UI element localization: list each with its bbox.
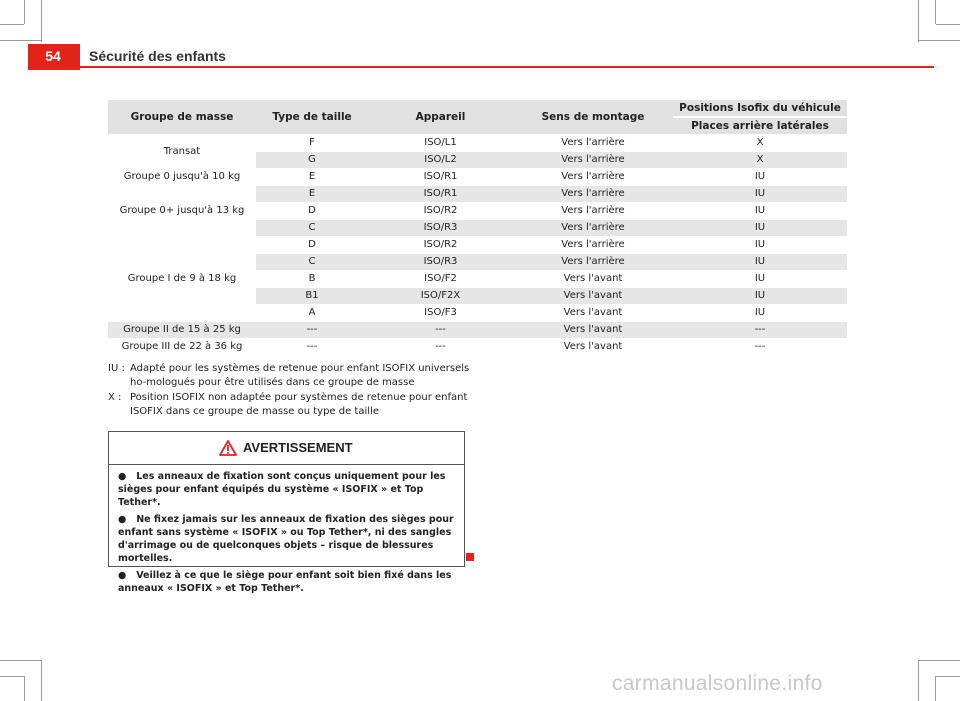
header-isofix-positions: Positions Isofix du véhicule <box>673 100 847 117</box>
direction-cell: Vers l'arrière <box>513 152 673 169</box>
size-cell: C <box>256 220 368 237</box>
header-size-type: Type de taille <box>256 100 368 135</box>
page-title: Sécurité des enfants <box>89 48 226 64</box>
direction-cell: Vers l'arrière <box>513 135 673 152</box>
crop-mark <box>0 24 24 25</box>
direction-cell: Vers l'arrière <box>513 186 673 203</box>
header-device: Appareil <box>368 100 513 135</box>
crop-mark <box>41 0 42 42</box>
warning-item <box>118 470 456 509</box>
crop-mark <box>936 24 960 25</box>
crop-mark <box>918 40 960 41</box>
size-cell: B1 <box>256 288 368 305</box>
warning-item <box>118 569 456 595</box>
header-direction: Sens de montage <box>513 100 673 135</box>
position-cell: --- <box>673 322 847 339</box>
size-cell: C <box>256 254 368 271</box>
crop-mark <box>0 660 42 661</box>
isofix-table <box>108 100 847 355</box>
bullet-icon: ● <box>118 514 137 525</box>
direction-cell: Vers l'arrière <box>513 220 673 237</box>
header-rule <box>80 66 934 68</box>
direction-cell: Vers l'avant <box>513 288 673 305</box>
crop-mark <box>935 0 936 24</box>
legend-text: Position ISOFIX non adaptée pour systèmes de retenue pour enfant ISOFIX dans ce groupe de masse ou type de taille <box>130 392 468 417</box>
position-cell: IU <box>673 271 847 288</box>
table-row <box>108 135 847 152</box>
position-cell: IU <box>673 186 847 203</box>
device-cell: ISO/F2 <box>368 271 513 288</box>
header-group: Groupe de masse <box>108 100 256 135</box>
bullet-icon: ● <box>118 471 137 482</box>
position-cell: --- <box>673 339 847 356</box>
size-cell: F <box>256 135 368 152</box>
crop-mark <box>41 660 42 701</box>
crop-mark <box>0 676 24 677</box>
direction-cell: Vers l'arrière <box>513 237 673 254</box>
direction-cell: Vers l'arrière <box>513 203 673 220</box>
warning-box <box>108 431 465 594</box>
position-cell: X <box>673 152 847 169</box>
group-label: Groupe 0 jusqu'à 10 kg <box>108 169 256 186</box>
warning-item-text: Ne fixez jamais sur les anneaux de fixation des sièges pour enfant sans système « ISOFIX » ou Top Tether*, ni des sangles d'arrimage ou de quelconques objets – risque de blessures mortelles. <box>118 514 454 564</box>
crop-mark <box>918 0 919 42</box>
table-row <box>108 169 847 186</box>
crop-mark <box>918 660 960 661</box>
page-number: 54 <box>45 48 61 64</box>
device-cell: ISO/R1 <box>368 186 513 203</box>
crop-mark <box>935 676 936 701</box>
device-cell: --- <box>368 322 513 339</box>
table-row <box>108 339 847 356</box>
size-cell: B <box>256 271 368 288</box>
legend-key: IU : <box>108 363 125 374</box>
warning-header <box>109 432 464 465</box>
crop-mark <box>24 676 25 701</box>
crop-mark <box>24 0 25 24</box>
device-cell: ISO/R3 <box>368 254 513 271</box>
section-end-marker <box>466 553 474 561</box>
device-cell: ISO/L1 <box>368 135 513 152</box>
watermark: carmanualsonline.info <box>612 672 823 695</box>
warning-body <box>109 465 464 595</box>
direction-cell: Vers l'avant <box>513 305 673 322</box>
group-label: Groupe 0+ jusqu'à 13 kg <box>108 186 256 237</box>
device-cell: ISO/R3 <box>368 220 513 237</box>
crop-mark <box>918 660 919 701</box>
position-cell: IU <box>673 203 847 220</box>
device-cell: ISO/R2 <box>368 203 513 220</box>
header-rear-side: Places arrière latérales <box>673 117 847 135</box>
direction-cell: Vers l'arrière <box>513 169 673 186</box>
bullet-icon: ● <box>118 570 137 581</box>
position-cell: IU <box>673 288 847 305</box>
direction-cell: Vers l'avant <box>513 339 673 356</box>
size-cell: A <box>256 305 368 322</box>
table-row <box>108 186 847 203</box>
warning-item-text: Les anneaux de fixation sont conçus uniquement pour les sièges pour enfant équipés du système « ISOFIX » et Top Tether*. <box>118 471 446 508</box>
table-row <box>108 322 847 339</box>
warning-triangle-icon <box>219 440 237 456</box>
position-cell: IU <box>673 169 847 186</box>
size-cell: --- <box>256 322 368 339</box>
direction-cell: Vers l'avant <box>513 322 673 339</box>
direction-cell: Vers l'arrière <box>513 254 673 271</box>
legend-item-iu <box>108 362 488 390</box>
size-cell: D <box>256 203 368 220</box>
device-cell: ISO/R2 <box>368 237 513 254</box>
position-cell: IU <box>673 254 847 271</box>
position-cell: IU <box>673 220 847 237</box>
legend-text: Adapté pour les systèmes de retenue pour enfant ISOFIX universels ho-mologués pour être utilisés dans ce groupe de masse <box>130 363 470 388</box>
crop-mark <box>936 676 960 677</box>
warning-item-text: Veillez à ce que le siège pour enfant soit bien fixé dans les anneaux « ISOFIX » et Top Tether*. <box>118 570 452 594</box>
direction-cell: Vers l'avant <box>513 271 673 288</box>
device-cell: ISO/R1 <box>368 169 513 186</box>
crop-mark <box>0 40 42 41</box>
size-cell: G <box>256 152 368 169</box>
legend-key: X : <box>108 392 122 403</box>
group-label: Groupe II de 15 à 25 kg <box>108 322 256 339</box>
legend-item-x <box>108 391 488 419</box>
size-cell: E <box>256 169 368 186</box>
device-cell: ISO/F2X <box>368 288 513 305</box>
warning-item <box>118 513 456 565</box>
size-cell: D <box>256 237 368 254</box>
device-cell: --- <box>368 339 513 356</box>
warning-title: AVERTISSEMENT <box>243 440 353 455</box>
group-label: Groupe III de 22 à 36 kg <box>108 339 256 356</box>
position-cell: IU <box>673 305 847 322</box>
group-label: Transat <box>108 135 256 169</box>
size-cell: --- <box>256 339 368 356</box>
group-label: Groupe I de 9 à 18 kg <box>108 237 256 322</box>
position-cell: IU <box>673 237 847 254</box>
device-cell: ISO/L2 <box>368 152 513 169</box>
device-cell: ISO/F3 <box>368 305 513 322</box>
position-cell: X <box>673 135 847 152</box>
table-row <box>108 237 847 254</box>
size-cell: E <box>256 186 368 203</box>
